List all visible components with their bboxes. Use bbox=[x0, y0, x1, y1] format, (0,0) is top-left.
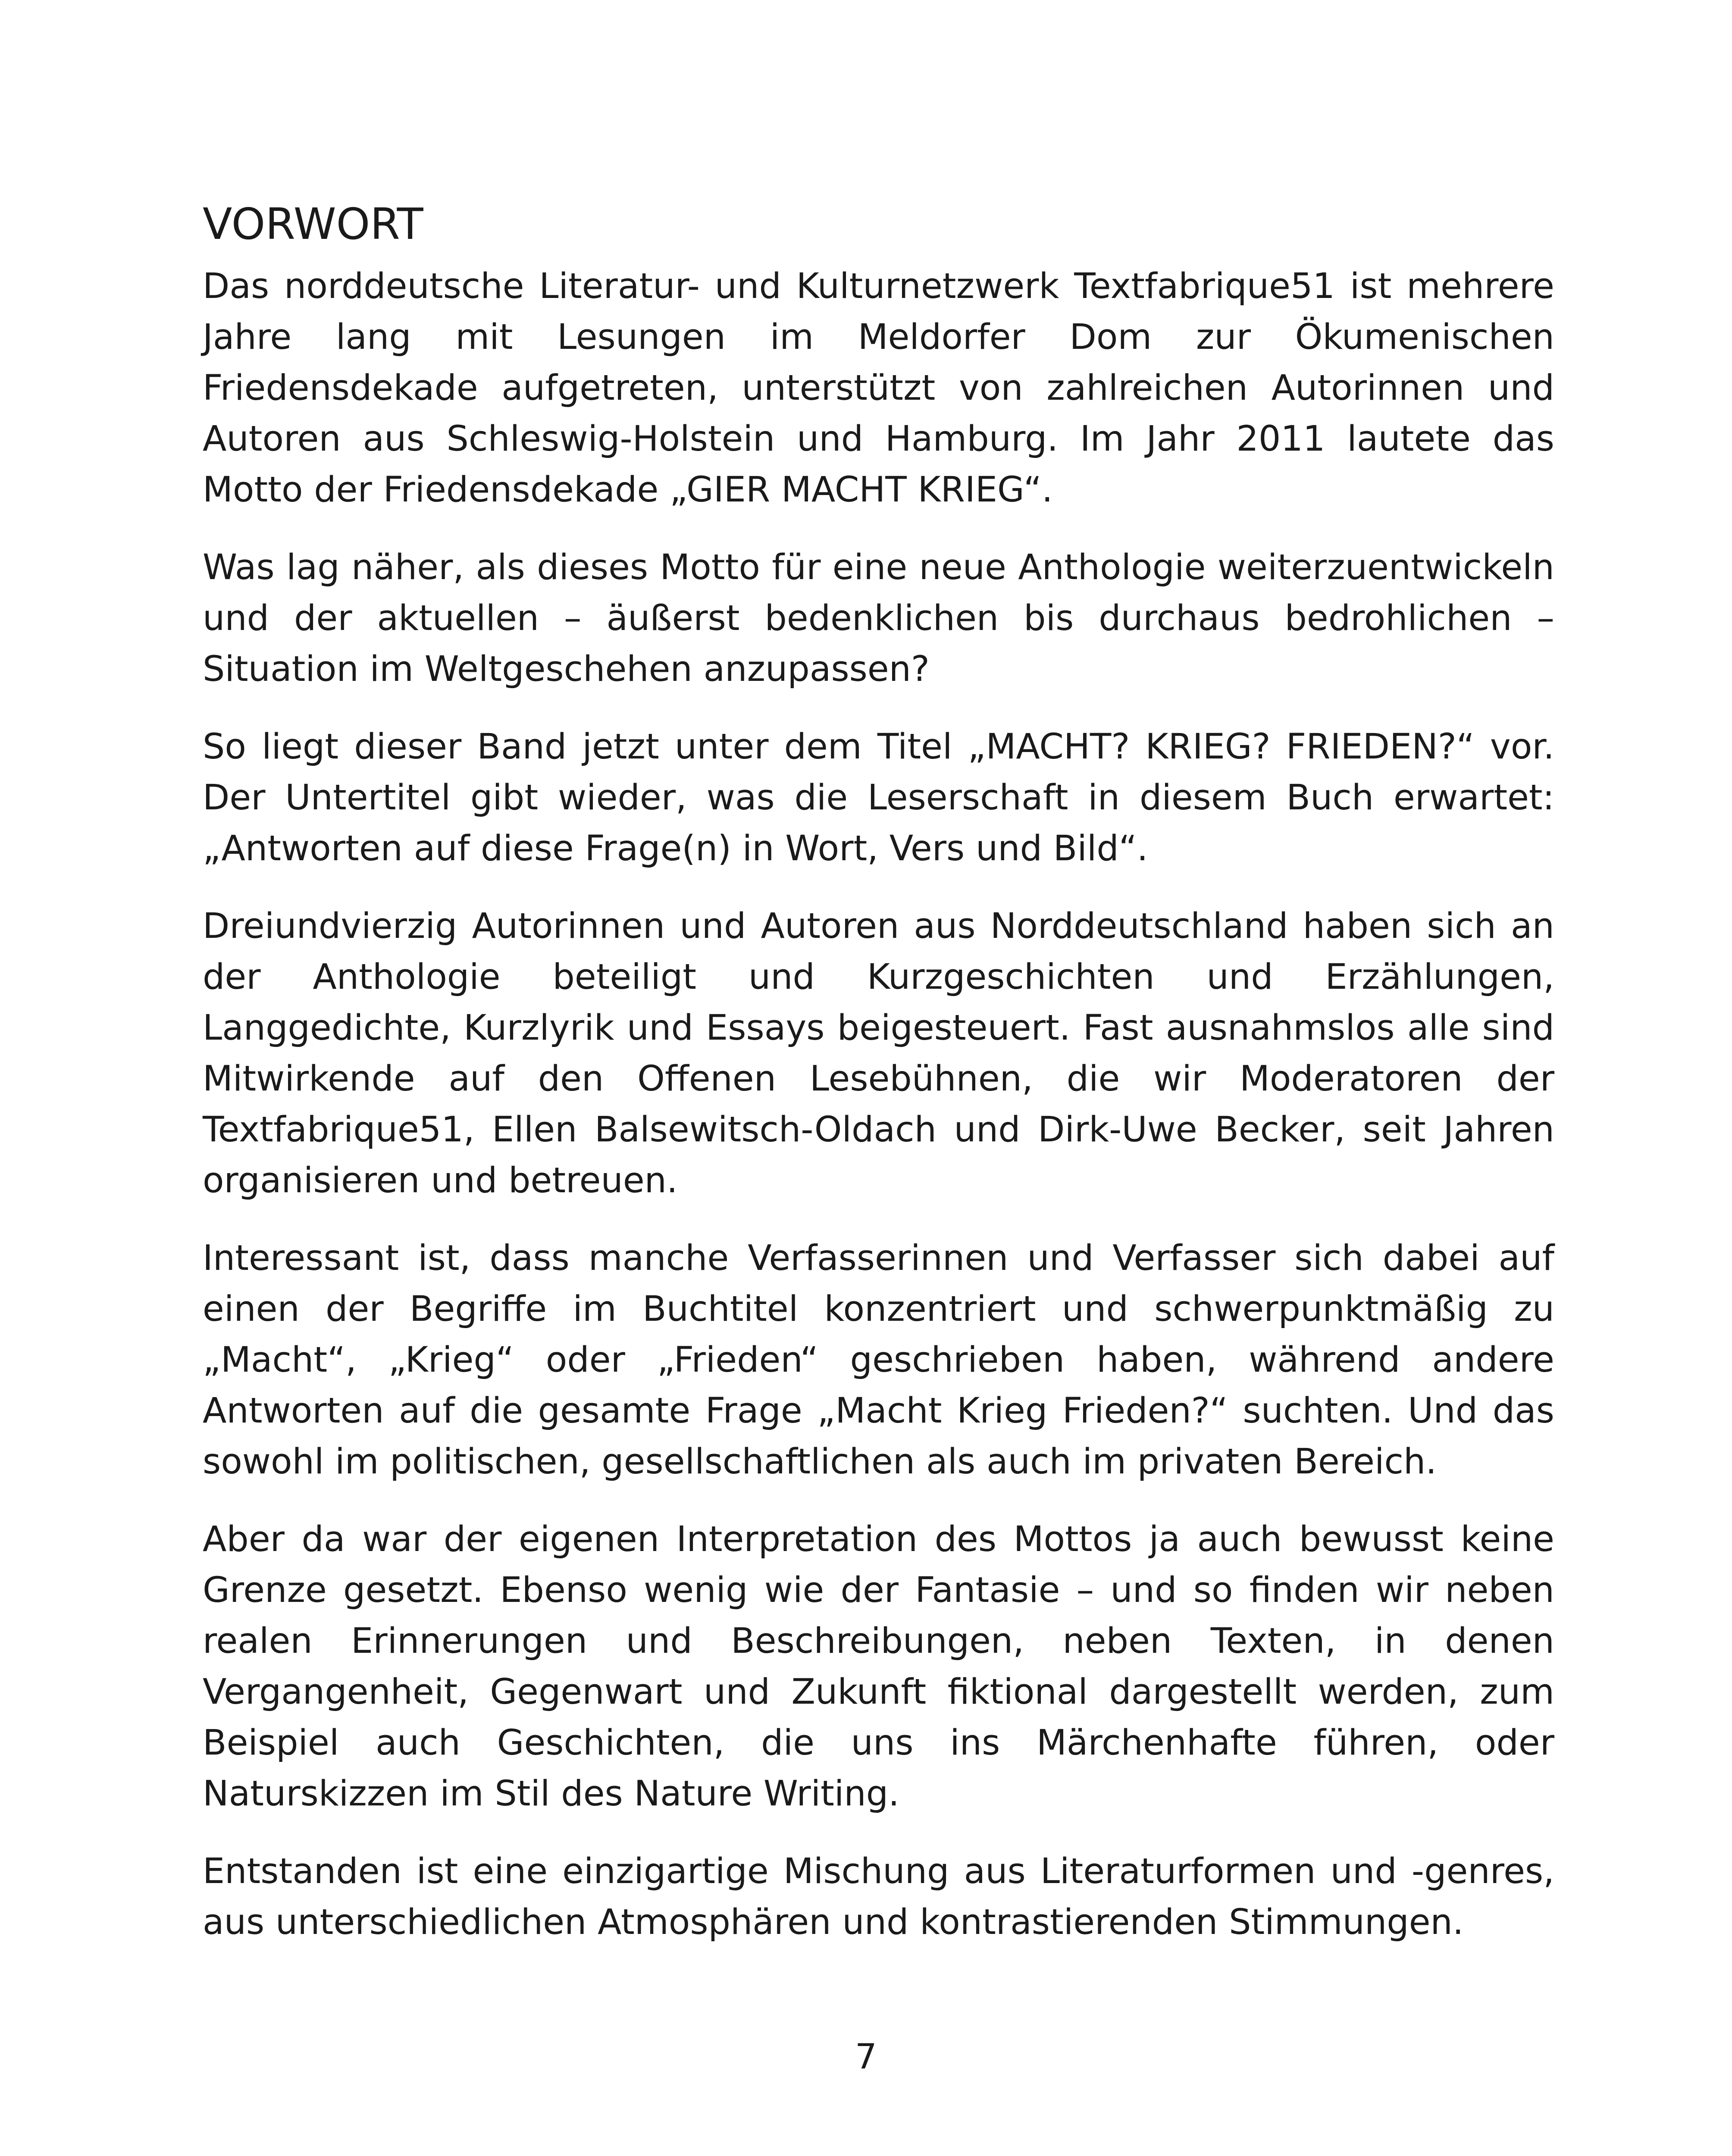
page-number: 7 bbox=[855, 2037, 877, 2077]
paragraph-1: Das norddeutsche Literatur- und Kulturnetzwerk Textfabrique51 ist mehrere Jahre lang mit Lesungen im Meldorfer Dom zur Ökumenischen Friedensdekade aufgetreten, unterstützt von zahlreichen Autorinnen und Autoren aus Schleswig-Holstein und Hamburg. Im Jahr 2011 lautete das Motto der Friedensdekade „GIER MACHT KRIEG“. bbox=[203, 266, 1554, 510]
paragraph-5: Interessant ist, dass manche Verfasserinnen und Verfasser sich dabei auf einen der Begriffe im Buchtitel konzentriert und schwerpunktmäßig zu „Macht“, „Krieg“ oder „Frieden“ geschrieben haben, während andere Antworten auf die gesamte Frage „Macht Krieg Frieden?“ suchten. Und das sowohl im politischen, gesellschaftlichen als auch im privaten Bereich. bbox=[203, 1238, 1554, 1482]
paragraph-7: Entstanden ist eine einzigartige Mischung aus Literaturformen und -genres, aus unterschiedlichen Atmosphären und kontrastierenden Stimmungen. bbox=[203, 1851, 1554, 1943]
paragraph-3: So liegt dieser Band jetzt unter dem Titel „MACHT? KRIEG? FRIEDEN?“ vor. Der Untertitel gibt wieder, was die Leserschaft in diesem Buch erwartet: „Antworten auf diese Frage(n) in Wort, Vers und Bild“. bbox=[203, 727, 1554, 869]
page-heading: VORWORT bbox=[203, 199, 423, 249]
paragraph-6: Aber da war der eigenen Interpretation des Mottos ja auch bewusst keine Grenze gesetzt. Ebenso wenig wie der Fantasie – und so finden wir neben realen Erinnerungen und Beschreibungen, neben Texten, in denen Vergangenheit, Gegenwart und Zukunft fiktional dargestellt werden, zum Beispiel auch Geschichten, die uns ins Märchenhafte führen, oder Naturskizzen im Stil des Nature Writing. bbox=[203, 1519, 1554, 1814]
paragraph-2: Was lag näher, als dieses Motto für eine neue Anthologie weiterzuentwickeln und der aktuellen – äußerst bedenklichen bis durchaus bedrohlichen – Situation im Weltgeschehen anzupassen? bbox=[203, 547, 1554, 689]
paragraph-4: Dreiundvierzig Autorinnen und Autoren aus Norddeutschland haben sich an der Anthologie beteiligt und Kurzgeschichten und Erzählungen, Langgedichte, Kurzlyrik und Essays beigesteuert. Fast ausnahmslos alle sind Mitwirkende auf den Offenen Lesebühnen, die wir Moderatoren der Textfabrique51, Ellen Balsewitsch-Oldach und Dirk-Uwe Becker, seit Jahren organisieren und betreuen. bbox=[203, 906, 1554, 1201]
page-body bbox=[203, 196, 1554, 1974]
